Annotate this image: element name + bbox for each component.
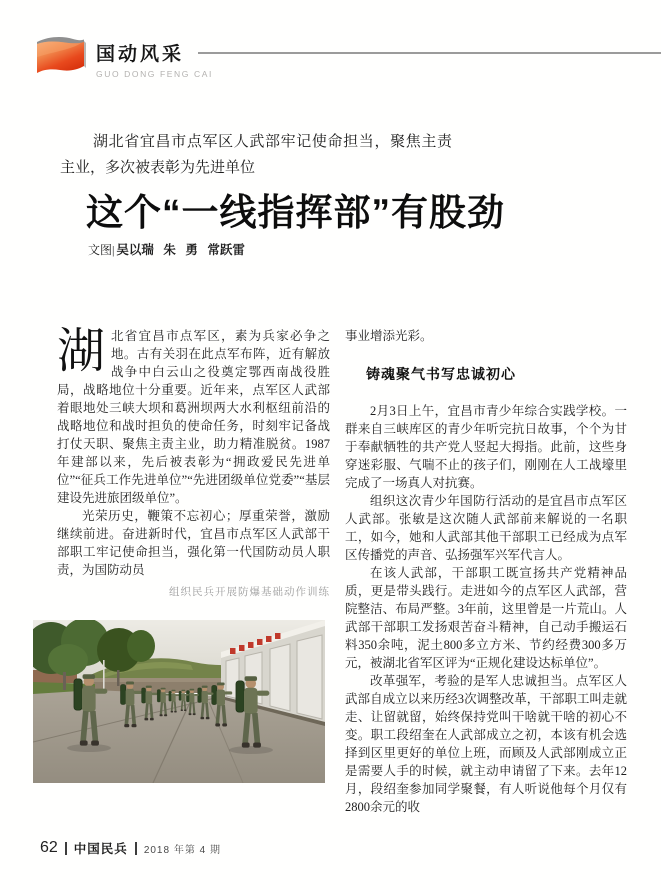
standfirst: 湖北省宜昌市点军区人武部牢记使命担当，聚焦主责主业，多次被表彰为先进单位 xyxy=(60,133,452,176)
magazine-title: 中国民兵 xyxy=(73,842,128,856)
left-column xyxy=(57,327,330,579)
training-photo xyxy=(33,620,325,783)
photo-caption: 组织民兵开展防爆基础动作训练 xyxy=(169,586,330,598)
section-header xyxy=(96,39,213,79)
issue-info: 2018 年第 4 期 xyxy=(143,844,221,856)
right-paragraph-4: 改革强军，考验的是军人忠诚担当。点军区人武部自成立以来历经3次调整改革，干部职工叫走就走、让留就留，始终保持党叫干啥就干啥的初心不变。职工段绍奎在人武部成立之初，本该有机会选择到区里更好的单位上班，而顾及人武部刚成立正是需要人手的时候，就主动申请留了下来。去年12月，段绍奎参加同学聚餐，有人听说他每个月仅有2800余元的收 xyxy=(345,674,627,814)
page-number: 62 xyxy=(40,839,58,856)
section-subhead: 铸魂聚气书写忠诚初心 xyxy=(366,366,516,382)
right-paragraph-0: 事业增添光彩。 xyxy=(345,329,433,343)
right-paragraph-1: 2月3日上午，宜昌市青少年综合实践学校。一群来自三峡库区的青少年听完抗日故事，个个为甘于奉献牺牲的共产党人竖起大拇指。此前，这些身穿迷彩服、气喘不止的孩子们，刚刚在人工战壕里完成了一场真人对抗赛。 xyxy=(345,404,627,490)
left-paragraph-1 xyxy=(57,327,330,507)
left-paragraph-2: 光荣历史，鞭策不忘初心；厚重荣誉，激励继续前进。奋进新时代，宜昌市点军区人武部干部职工牢记使命担当，强化第一代国防动员人职责，为国防动员 xyxy=(57,509,330,577)
byline-authors: 吴以瑞 朱 勇 常跃雷 xyxy=(116,243,245,257)
page-footer xyxy=(40,839,221,857)
byline-label: 文图| xyxy=(88,243,115,257)
dropcap: 湖 xyxy=(57,325,106,378)
footer-divider xyxy=(65,842,67,855)
header-rule xyxy=(198,52,661,54)
section-title: 国动风采 xyxy=(96,44,185,65)
red-flag-icon xyxy=(33,33,87,79)
article-title: 这个“一线指挥部”有股劲 xyxy=(86,192,505,233)
right-paragraph-2: 组织这次青少年国防行活动的是宜昌市点军区人武部。张敏是这次随人武部前来解说的一名职工，如今，她和人武部其他干部职工已经成为点军区传播党的声音、弘扬强军兴军代言人。 xyxy=(345,494,627,562)
left-paragraph-1-text: 北省宜昌市点军区，素为兵家必争之地。古有关羽在此点军布阵，近有解放战争中白云山之役奠定鄂西南战役胜局，战略地位十分重要。近年来，点军区人武部着眼地处三峡大坝和葛洲坝两大水利枢纽前沿的战略地位和战时担负的使命任务，时刻牢记备战打仗天职、聚焦主责主业，助力精准脱贫。1987年建部以来，先后被表彰为“拥政爱民先进单位”“征兵工作先进单位”“先进团级单位党委”“基层建设先进旅团级单位”。 xyxy=(57,329,330,505)
right-paragraph-3: 在该人武部，干部职工既宣扬共产党精神品质，更是带头践行。走进如今的点军区人武部，营院整洁、布局严整。3年前，这里曾是一片荒山。人武部干部职工发扬艰苦奋斗精神，自己动手搬运石料350余吨，泥土800多立方米、节约经费300多万元，被湖北省军区评为“正规化建设达标单位”。 xyxy=(345,566,627,670)
footer-divider xyxy=(135,842,137,855)
right-column xyxy=(345,327,627,816)
byline xyxy=(88,240,245,258)
section-subtitle: GUO DONG FENG CAI xyxy=(96,69,213,79)
